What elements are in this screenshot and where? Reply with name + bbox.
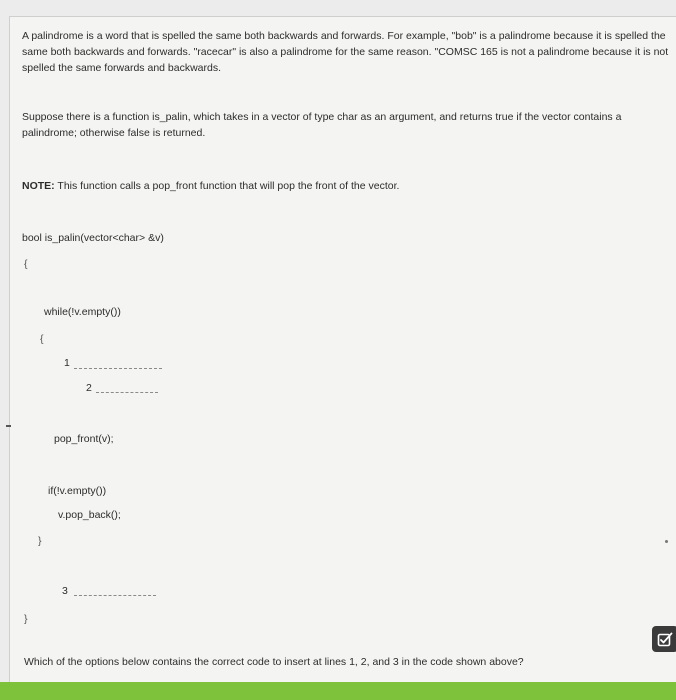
function-open-brace: { <box>24 258 28 270</box>
note-label: NOTE: <box>22 180 55 192</box>
line-2-number: 2 <box>86 382 92 394</box>
function-signature: bool is_palin(vector<char> &v) <box>22 232 164 244</box>
while-close-brace: } <box>38 535 42 547</box>
question-prompt: Which of the options below contains the correct code to insert at lines 1, 2, and 3 in the code shown above? <box>24 656 524 668</box>
bottom-progress-bar <box>0 682 676 700</box>
line-3-number: 3 <box>62 585 68 597</box>
line-1-number: 1 <box>64 357 70 369</box>
pop-front-line: pop_front(v); <box>54 433 114 445</box>
while-line: while(!v.empty()) <box>44 306 121 318</box>
note-text: This function calls a pop_front function that will pop the front of the vector. <box>54 180 400 192</box>
while-open-brace: { <box>40 333 44 345</box>
line-3-blank <box>74 595 156 596</box>
function-close-brace: } <box>24 613 28 625</box>
checkbox-pencil-glyph <box>657 631 673 647</box>
scroll-dot <box>665 540 668 543</box>
description-paragraph: Suppose there is a function is_palin, which takes in a vector of type char as an argument, and returns true if the vector contains a palindrome; otherwise false is returned. <box>22 111 622 139</box>
pop-back-line: v.pop_back(); <box>58 509 121 521</box>
checkbox-pencil-icon[interactable] <box>652 626 676 652</box>
intro-paragraph: A palindrome is a word that is spelled the same both backwards and forwards. For example, "bob" is a palindrome because it is spelled the same both backwards and forwards. "racecar" is also a palindrome for the same reason. "COMSC 165 is not a palindrome because it is not spelled the same forwards and backwards. <box>22 30 669 74</box>
margin-tick <box>6 425 11 427</box>
line-1-blank <box>74 368 162 369</box>
if-line: if(!v.empty()) <box>48 485 107 497</box>
line-2-blank <box>96 392 158 393</box>
note-paragraph <box>22 178 399 194</box>
